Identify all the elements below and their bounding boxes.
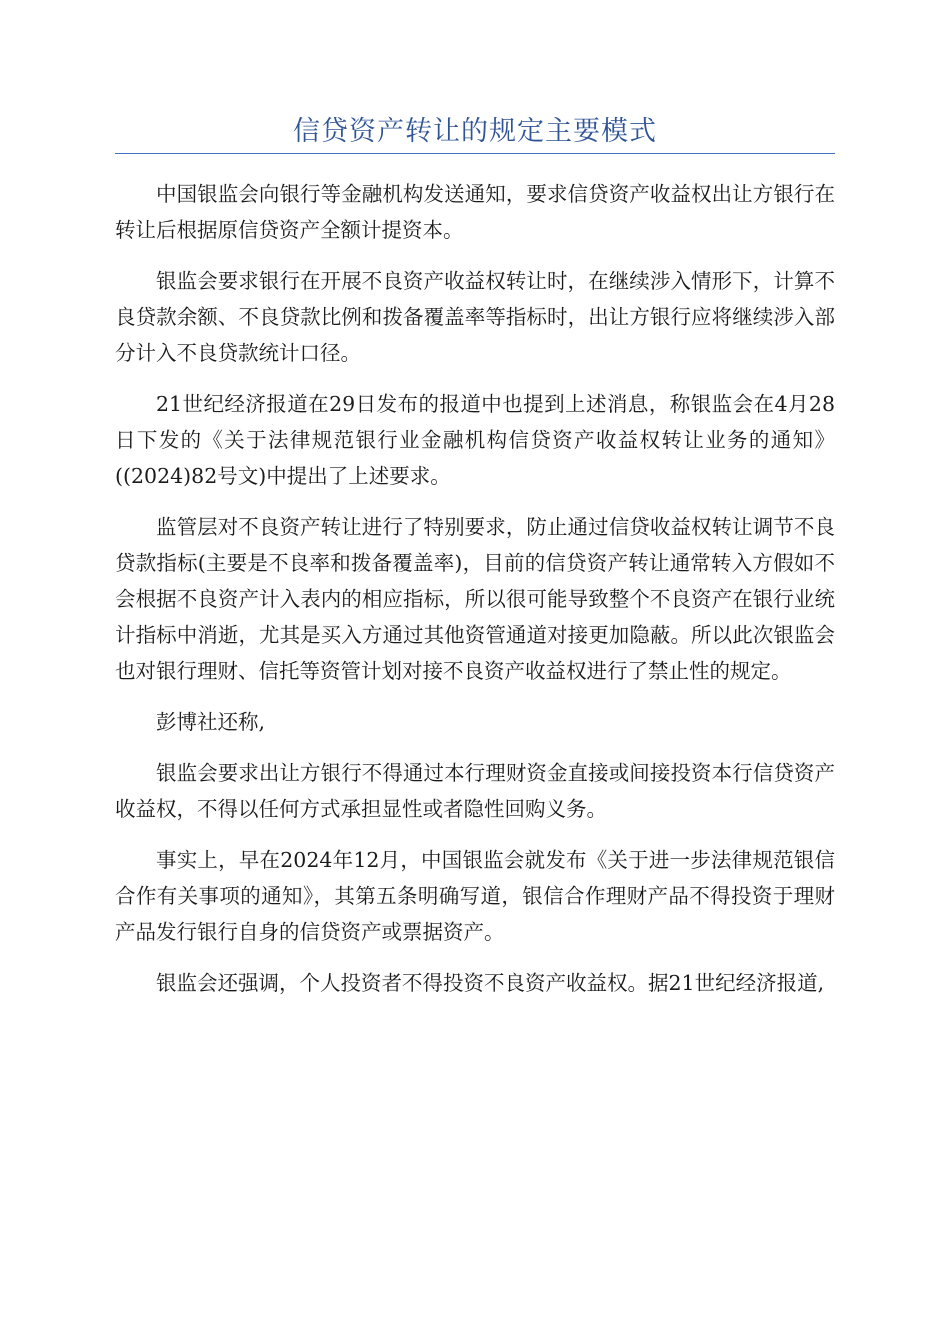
paragraph-3: 21世纪经济报道在29日发布的报道中也提到上述消息，称银监会在4月28日下发的《关于法律规范银行业金融机构信贷资产收益权转让业务的通知》((2024)82号文)中提出了上述要求。 [115, 392, 835, 488]
paragraph-6: 银监会要求出让方银行不得通过本行理财资金直接或间接投资本行信贷资产收益权，不得以任何方式承担显性或者隐性回购义务。 [115, 761, 835, 821]
page-title: 信贷资产转让的规定主要模式 [293, 116, 657, 147]
paragraph-2: 银监会要求银行在开展不良资产收益权转让时，在继续涉入情形下，计算不良贷款余额、不良贷款比例和拨备覆盖率等指标时，出让方银行应将继续涉入部分计入不良贷款统计口径。 [115, 269, 835, 365]
document-body [115, 176, 835, 1016]
paragraph-5: 彭博社还称, [156, 710, 266, 734]
paragraph-1: 中国银监会向银行等金融机构发送通知，要求信贷资产收益权出让方银行在转让后根据原信贷资产全额计提资本。 [115, 182, 835, 242]
paragraph-7: 事实上，早在2024年12月，中国银监会就发布《关于进一步法律规范银信合作有关事项的通知》，其第五条明确写道，银信合作理财产品不得投资于理财产品发行银行自身的信贷资产或票据资产。 [115, 848, 835, 944]
paragraph-4: 监管层对不良资产转让进行了特别要求，防止通过信贷收益权转让调节不良贷款指标(主要是不良率和拨备覆盖率)，目前的信贷资产转让通常转入方假如不会根据不良资产计入表内的相应指标，所以很可能导致整个不良资产在银行业统计指标中消逝，尤其是买入方通过其他资管通道对接更加隐蔽。所以此次银监会也对银行理财、信托等资管计划对接不良资产收益权进行了禁止性的规定。 [115, 515, 835, 683]
paragraph-8: 银监会还强调，个人投资者不得投资不良资产收益权。据21世纪经济报道, [156, 971, 825, 995]
title-underline [115, 153, 835, 154]
